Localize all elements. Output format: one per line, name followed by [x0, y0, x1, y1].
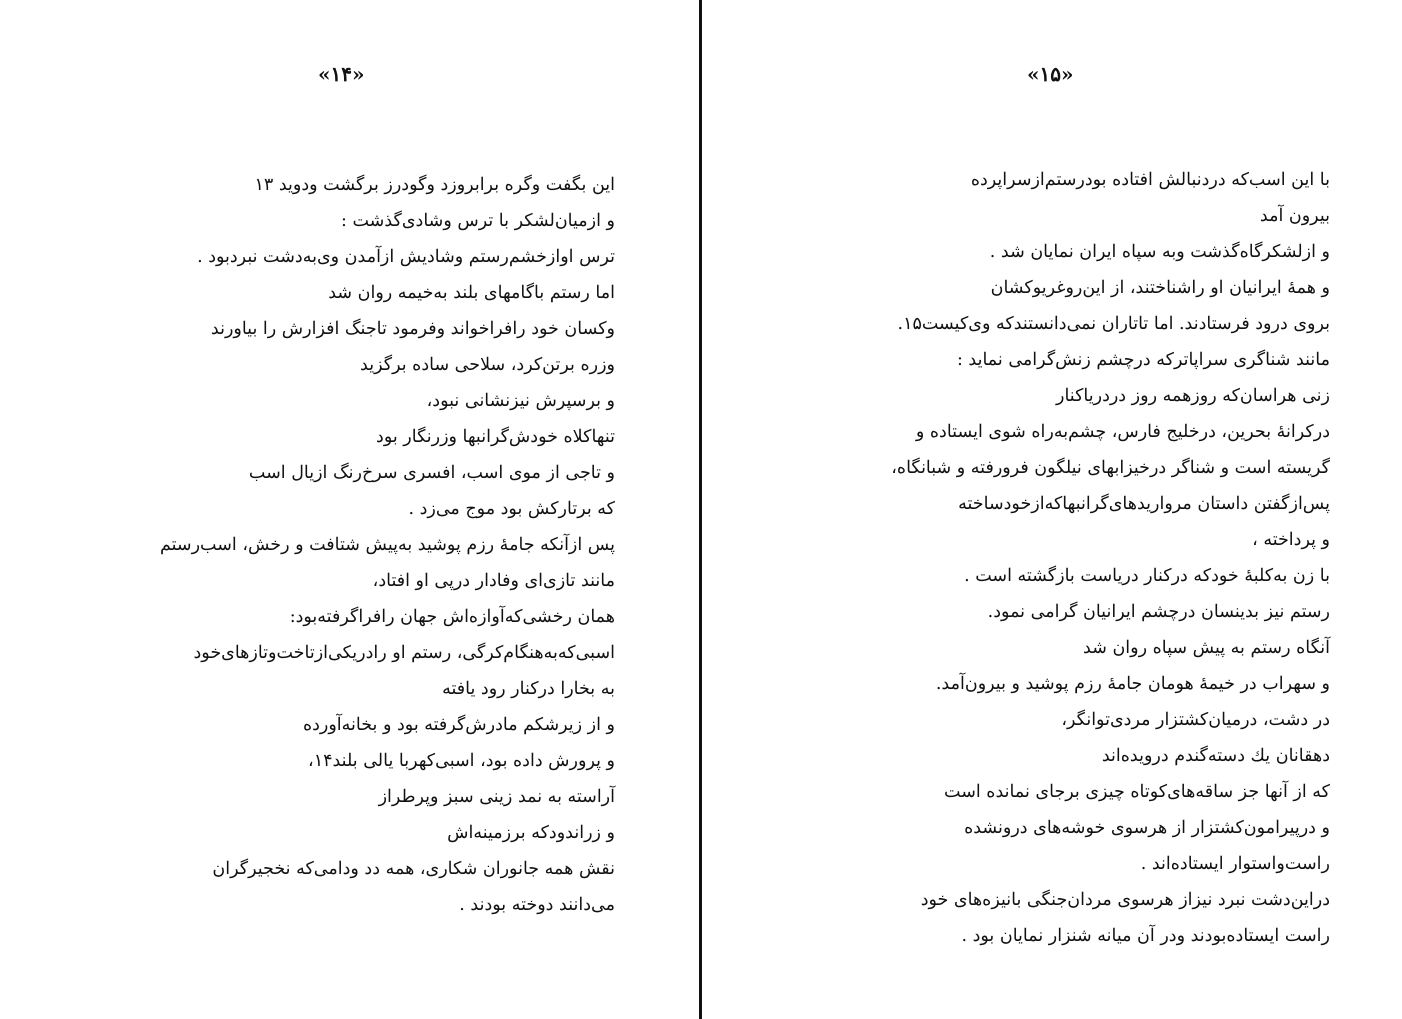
text-line: آراسته به نمد زینی سبز وپرطراز — [378, 787, 615, 807]
text-line: زنی هراسان‌که روزهمه روز دردریاکنار — [1056, 386, 1330, 406]
text-line: بیرون آمد — [1259, 206, 1330, 226]
text-line: راست‌واستوار ایستاده‌اند . — [1140, 854, 1330, 874]
text-line: و از زیرشکم مادرش‌گرفته بود و بخانه‌آورده — [302, 715, 615, 735]
text-line: رستم نیز بدینسان درچشم ایرانیان گرامی نمود. — [987, 602, 1330, 622]
text-line: دهقانان یك دسته‌گندم درویده‌اند — [1101, 746, 1330, 766]
text-line: و تاجی از موی اسب، افسری سرخ‌رنگ ازیال اسب — [248, 463, 615, 483]
text-line: که از آنها جز ساقه‌های‌کوتاه چیزی برجای نمانده است — [944, 782, 1330, 802]
text-line: پس ازآنکه جامهٔ رزم پوشید به‌پیش شتافت و رخش، اسب‌رستم — [160, 535, 615, 555]
text-line: ترس اوازخشم‌رستم وشادیش ازآمدن وی‌به‌دشت نبردبود . — [197, 247, 615, 267]
text-line: که برتارکش بود موج می‌زد . — [408, 499, 615, 519]
text-line: بروی درود فرستادند. اما تاتاران نمی‌دانستندکه وی‌کیست۱۵. — [897, 314, 1330, 334]
text-line: درکرانهٔ بحرین، درخلیج فارس، چشم‌به‌راه شوی ایستاده و — [915, 422, 1330, 442]
text-line: اما رستم باگامهای بلند به‌خیمه روان شد — [328, 283, 615, 303]
text-line: و ازمیان‌لشکر با ترس وشادی‌گذشت : — [341, 211, 615, 231]
left-page-text — [150, 167, 615, 923]
text-line: وکسان خود رافراخواند وفرمود تاجنگ افزارش را بیاورند — [210, 319, 615, 339]
text-line: همان رخشی‌که‌آوازه‌اش جهان رافراگرفته‌بود: — [289, 607, 615, 627]
text-line: و درپیرامون‌کشتزار از هرسوی خوشه‌های درونشده — [964, 818, 1330, 838]
text-line: و همهٔ ایرانیان او راشناختند، از این‌روغریوکشان — [990, 278, 1330, 298]
text-line: نقش همه جانوران شکاری، همه دد ودامی‌که نخجیرگران — [212, 859, 615, 879]
text-line: آنگاه رستم به پیش سپاه روان شد — [1083, 638, 1330, 658]
text-line: و سهراب در خیمهٔ هومان جامهٔ رزم پوشید و بیرون‌آمد. — [935, 674, 1330, 694]
text-line: این بگفت وگره برابروزد وگودرز برگشت ودوید ۱۳ — [254, 175, 615, 195]
text-line: مانند شناگری سراپاترکه درچشم زنش‌گرامی نماید : — [956, 350, 1330, 370]
left-page — [0, 0, 699, 1019]
text-line: راست ایستاده‌بودند ودر آن میانه شنزار نمایان بود . — [961, 926, 1330, 946]
text-line: وزره برتن‌کرد، سلاحی ساده برگزید — [360, 355, 615, 375]
text-line: و پرداخته ، — [1252, 530, 1330, 550]
page-number-left: «۱۴» — [318, 62, 365, 86]
text-line: اسبی‌که‌به‌هنگام‌کرگی، رستم او رادریکی‌ازتاخت‌وتازهای‌خود — [193, 643, 615, 663]
text-line: به بخارا درکنار رود یافته — [442, 679, 615, 699]
text-line: و زراندودکه برزمینه‌اش — [447, 823, 615, 843]
text-line: با زن به‌کلبهٔ خودکه درکنار دریاست بازگشته است . — [964, 566, 1330, 586]
book-gutter-divider — [699, 0, 702, 1019]
text-line: و برسپرش نیزنشانی نبود، — [426, 391, 615, 411]
text-line: و پرورش داده بود، اسبی‌کهربا یالی بلند۱۴، — [308, 751, 615, 771]
text-line: با این اسب‌که دردنبالش افتاده بودرستم‌ازسراپرده — [970, 170, 1330, 190]
right-page-text — [873, 162, 1330, 954]
text-line: مانند تازی‌ای وفادار درپی او افتاد، — [372, 571, 615, 591]
text-line: و ازلشکرگاه‌گذشت وبه سپاه ایران نمایان شد . — [989, 242, 1330, 262]
text-line: گریسته است و شناگر درخیزابهای نیلگون فرورفته و شبانگاه، — [891, 458, 1330, 478]
text-line: تنهاکلاه خودش‌گرانبها وزرنگار بود — [376, 427, 615, 447]
right-page — [703, 0, 1402, 1019]
text-line: دراین‌دشت نبرد نیزاز هرسوی مردان‌جنگی بانیزه‌های خود — [920, 890, 1330, 910]
page-number-right: «۱۵» — [1027, 62, 1074, 86]
text-line: در دشت، درمیان‌کشتزار مردی‌توانگر، — [1061, 710, 1330, 730]
text-line: پس‌ازگفتن داستان مرواریدهای‌گرانبهاکه‌ازخودساخته — [958, 494, 1330, 514]
text-line: می‌دانند دوخته بودند . — [459, 895, 615, 915]
